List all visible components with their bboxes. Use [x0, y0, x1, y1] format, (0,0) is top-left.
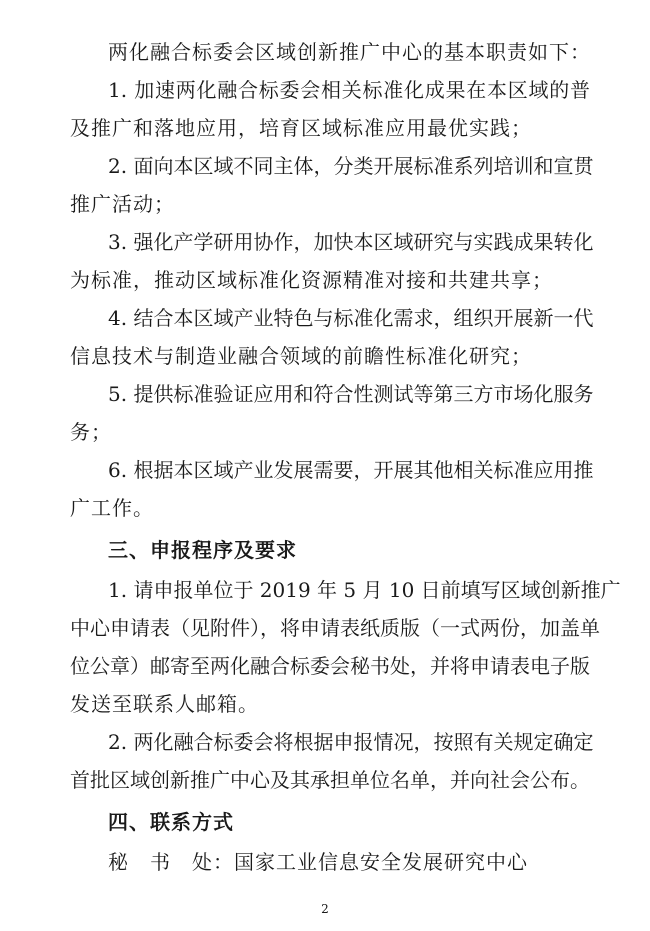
- duty-4-line-2: 信息技术与制造业融合领域的前瞻性标准化研究；: [70, 344, 532, 368]
- procedure-1-line-3: 位公章）邮寄至两化融合标委会秘书处，并将申请表电子版: [70, 654, 590, 678]
- procedure-1-line-2: 中心申请表（见附件），将申请表纸质版（一式两份，加盖单: [70, 616, 600, 640]
- intro-line: 两化融合标委会区域创新推广中心的基本职责如下：: [108, 40, 591, 64]
- procedure-1-line-4: 发送至联系人邮箱。: [70, 692, 259, 716]
- procedure-1-line-1: 1. 请申报单位于 2019 年 5 月 10 日前填写区域创新推广: [108, 578, 621, 602]
- duty-2-line-1: 2. 面向本区域不同主体，分类开展标准系列培训和宣贯: [108, 154, 594, 178]
- duty-5-line-1: 5. 提供标准验证应用和符合性测试等第三方市场化服务: [108, 382, 594, 406]
- duty-3-line-1: 3. 强化产学研用协作，加快本区域研究与实践成果转化: [108, 230, 594, 254]
- section-3-heading: 三、申报程序及要求: [108, 538, 297, 562]
- procedure-2-line-2: 首批区域创新推广中心及其承担单位名单，并向社会公布。: [70, 768, 590, 792]
- procedure-2-line-1: 2. 两化融合标委会将根据申报情况，按照有关规定确定: [108, 730, 594, 754]
- duty-4-line-1: 4. 结合本区域产业特色与标准化需求，组织开展新一代: [108, 306, 594, 330]
- section-4-heading: 四、联系方式: [108, 810, 234, 834]
- duty-1-line-2: 及推广和落地应用，培育区域标准应用最优实践；: [70, 116, 532, 140]
- duty-6-line-1: 6. 根据本区域产业发展需要，开展其他相关标准应用推: [108, 458, 594, 482]
- page-number: 2: [321, 902, 329, 916]
- duty-3-line-2: 为标准，推动区域标准化资源精准对接和共建共享；: [70, 268, 553, 292]
- duty-5-line-2: 务；: [70, 420, 112, 444]
- duty-6-line-2: 广工作。: [70, 496, 154, 520]
- duty-2-line-2: 推广活动；: [70, 192, 175, 216]
- duty-1-line-1: 1. 加速两化融合标委会相关标准化成果在本区域的普: [108, 78, 590, 102]
- contact-line: 秘 书 处：国家工业信息安全发展研究中心: [108, 850, 528, 874]
